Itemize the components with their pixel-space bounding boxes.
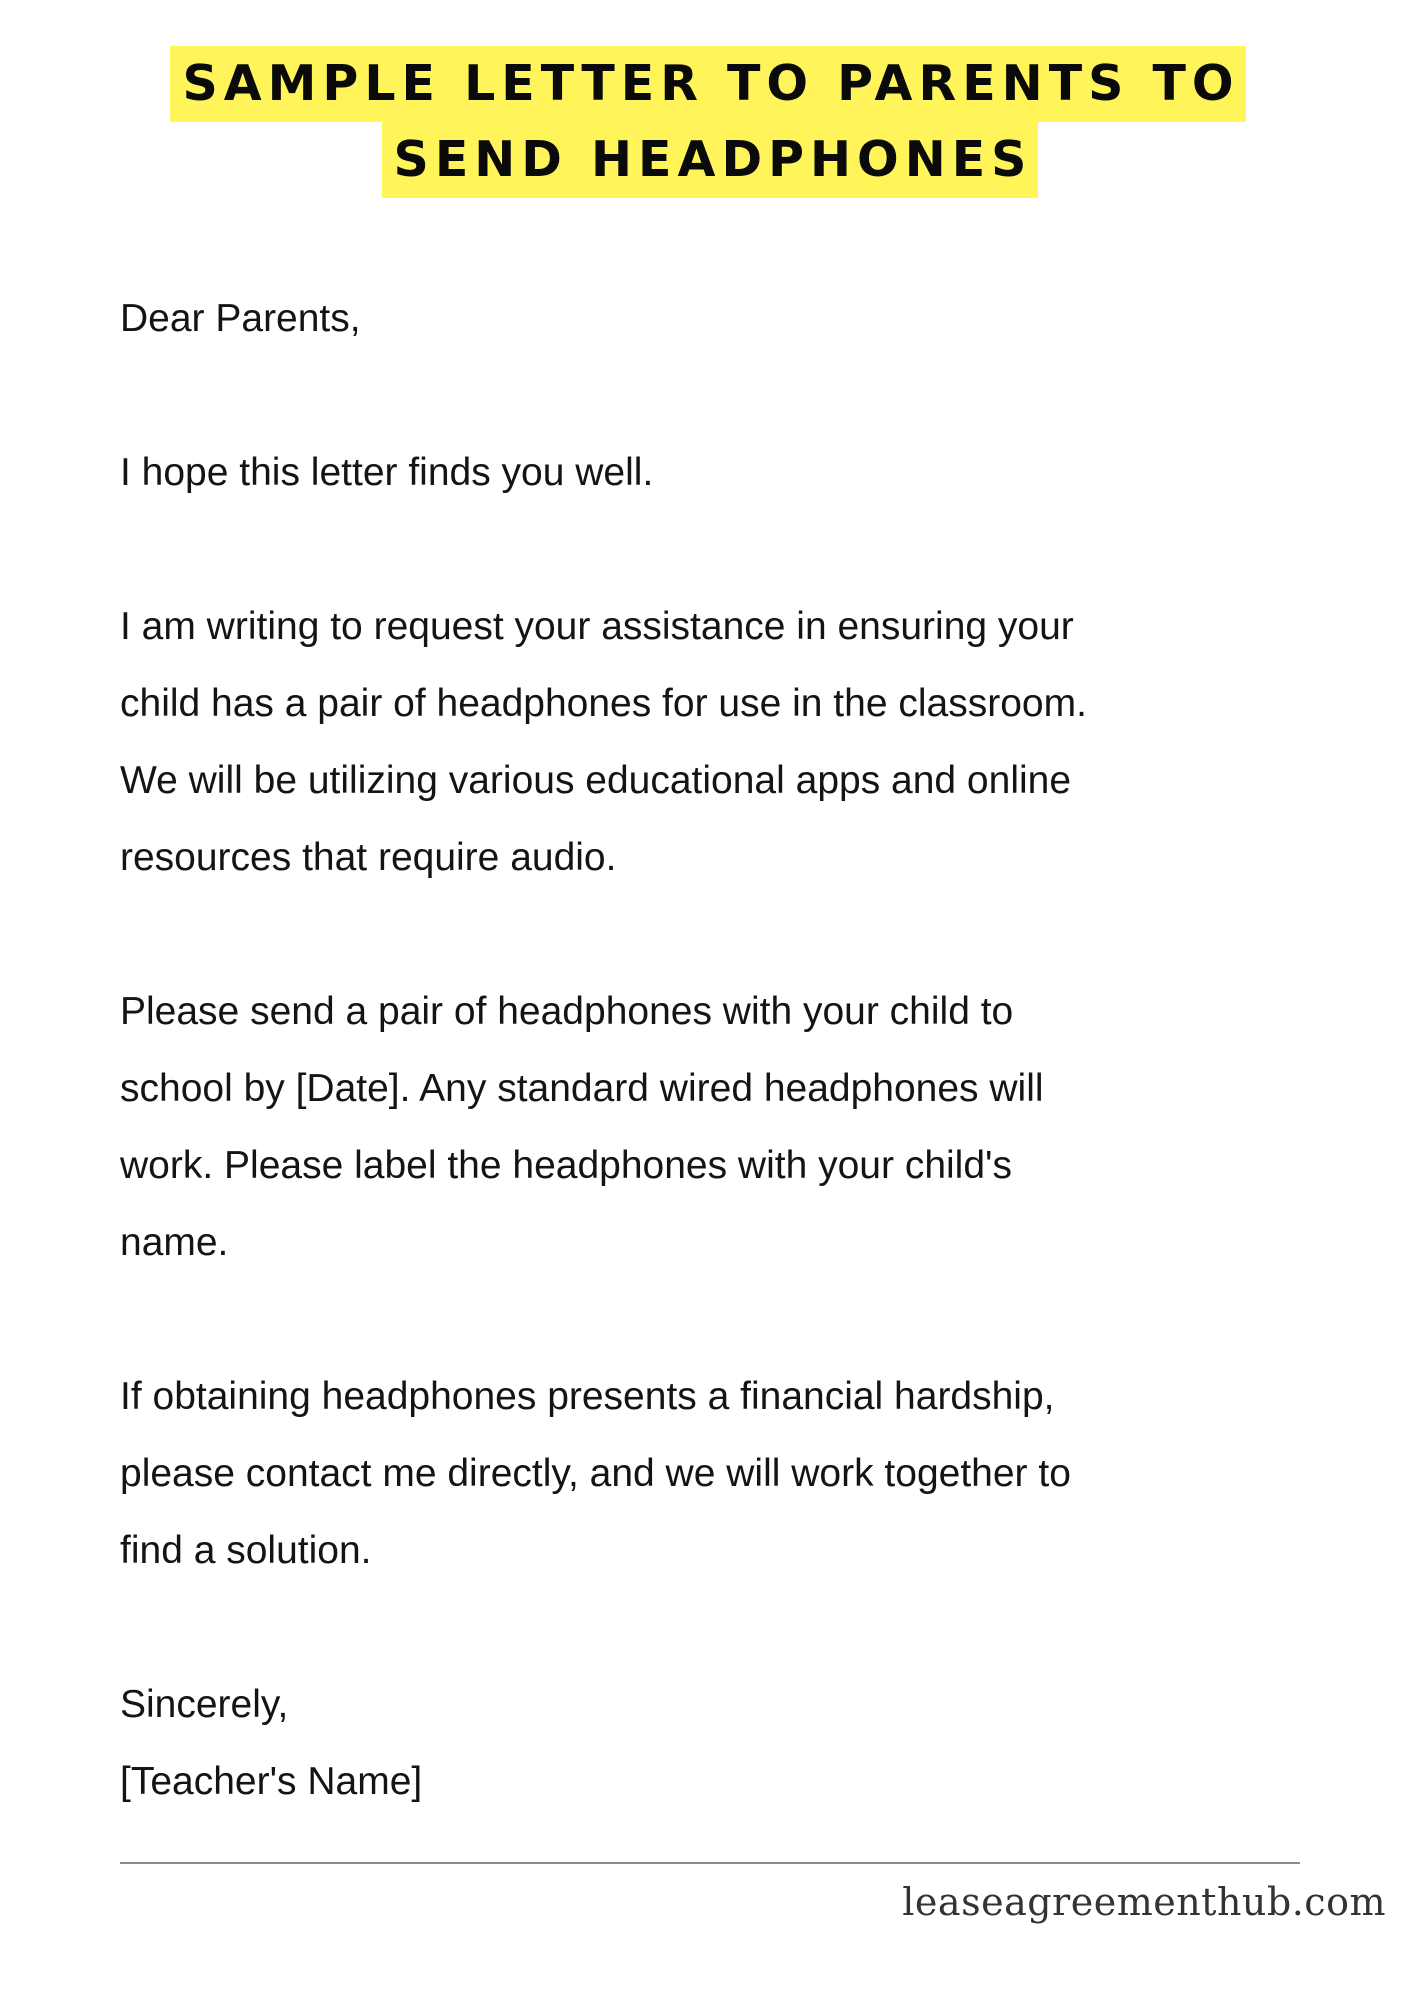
salutation-text: Dear Parents, (120, 297, 361, 340)
letter-body (120, 280, 1340, 1820)
paragraph-line: name. (120, 1221, 229, 1264)
paragraph-line: find a solution. (120, 1529, 372, 1572)
paragraph-instructions (120, 973, 1340, 1281)
salutation (120, 280, 1340, 357)
opening-text: I hope this letter finds you well. (120, 451, 654, 494)
paragraph-line: school by [Date]. Any standard wired headphones will (120, 1067, 1044, 1110)
signature-placeholder: [Teacher's Name] (120, 1760, 423, 1803)
document-title (0, 46, 1414, 198)
closing-block (120, 1666, 1340, 1820)
paragraph-line: resources that require audio. (120, 836, 617, 879)
paragraph-line: If obtaining headphones presents a financial hardship, (120, 1375, 1055, 1418)
title-line-1: SAMPLE LETTER TO PARENTS TO (170, 46, 1245, 122)
paragraph-line: please contact me directly, and we will work together to (120, 1452, 1071, 1495)
title-line-2: SEND HEADPHONES (382, 122, 1039, 198)
closing-text: Sincerely, (120, 1683, 289, 1726)
opening-paragraph (120, 434, 1340, 511)
paragraph-line: I am writing to request your assistance in ensuring your (120, 605, 1074, 648)
paragraph-hardship (120, 1358, 1340, 1589)
paragraph-line: child has a pair of headphones for use in the classroom. (120, 682, 1087, 725)
paragraph-line: We will be utilizing various educational apps and online (120, 759, 1072, 802)
footer-site: leaseagreementhub.com (902, 1880, 1386, 1924)
paragraph-line: Please send a pair of headphones with your child to (120, 990, 1014, 1033)
paragraph-request (120, 588, 1340, 896)
footer-divider (120, 1862, 1300, 1864)
paragraph-line: work. Please label the headphones with your child's (120, 1144, 1012, 1187)
